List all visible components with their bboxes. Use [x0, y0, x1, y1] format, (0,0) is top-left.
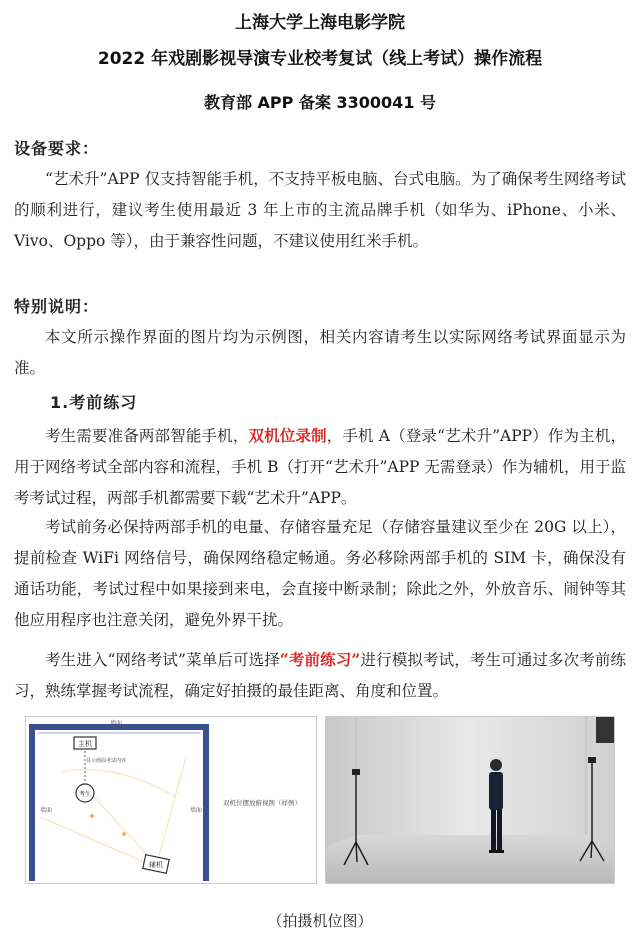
figure-caption: （拍摄机位图） — [267, 912, 373, 930]
special-heading: 特别说明： — [14, 297, 100, 316]
p1-text-b: ，手机 A（登录“艺术升”APP）作为主机，用于网络考试全部内容和流程，手机 B（打开“艺术升”APP 无需登录）作为辅机，用于监考考试过程，两部手机都需要下载“艺术升”APP。 — [14, 427, 626, 507]
room-photo — [325, 716, 615, 884]
main-phone-label: 主机 — [78, 740, 92, 748]
record-number: 教育部 APP 备案 3300041 号 — [203, 93, 437, 112]
title-school: 上海大学上海电影学院 — [235, 13, 405, 33]
room-photo-svg — [326, 717, 615, 884]
title-process: 2022 年戏剧影视导演专业校考复试（线上考试）操作流程 — [97, 49, 543, 69]
wall-right-label: 墙面 — [190, 807, 203, 814]
p1-text-a: 考生需要准备两部智能手机， — [45, 427, 249, 445]
p3-text-b: 进行模拟考试，考生可通过多次考前练习，熟练掌握考试流程，确定好拍摄的最佳距离、角度和位置。 — [14, 651, 626, 700]
section1-paragraph-3 — [14, 644, 626, 707]
wall-left-label: 墙面 — [40, 807, 53, 814]
section1-heading: 1.考前练习 — [50, 393, 138, 412]
wall-top-label: 墙面 — [109, 720, 123, 727]
device-heading: 设备要求： — [14, 139, 100, 158]
examinee-label: 考生 — [78, 791, 92, 798]
diagram-right-title: 双机位摆放俯视图（样例） — [223, 799, 301, 807]
device-text: “艺术升”APP 仅支持智能手机，不支持平板电脑、台式电脑。为了确保考生网络考试的顺利进行，建议考生使用最近 3 年上市的主流品牌手机（如华为、iPhone、小米、Vivo、Oppo 等），由于兼容性问题，不建议使用红米手机。 — [14, 170, 626, 250]
camera-diagram-svg — [26, 717, 317, 884]
p3-highlight: “考前练习” — [279, 650, 361, 669]
section1-paragraph-2: 考试前务必保持两部手机的电量、存储容量充足（存储容量建议至少在 20G 以上），提前检查 WiFi 网络信号，确保网络稳定畅通。务必移除两部手机的 SIM 卡，确保没有通话功能，考试过程中如果接到来电，会直接中断录制；除此之外，外放音乐、闹钟等其他应用程序也注意关闭，避免外界干扰。 — [14, 518, 626, 629]
main-phone-sub: 显示画面考试内容 — [86, 758, 127, 764]
light-fixture — [596, 717, 615, 743]
aux-phone-label: 辅机 — [149, 861, 163, 869]
special-text: 本文所示操作界面的图片均为示例图，相关内容请考生以实际网络考试界面显示为准。 — [14, 328, 626, 377]
camera-diagram — [25, 716, 317, 884]
section1-paragraph-1 — [14, 420, 626, 514]
p1-highlight: 双机位录制 — [248, 426, 327, 445]
p3-text-a: 考生进入“网络考试”菜单后可选择 — [45, 651, 280, 669]
